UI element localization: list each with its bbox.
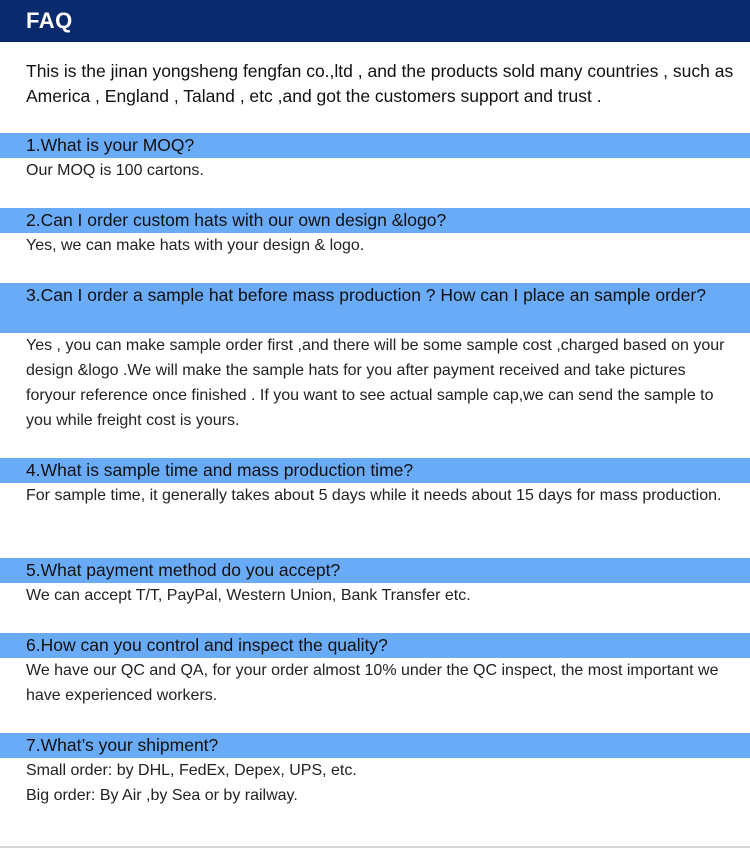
faq-answer-5: We can accept T/T, PayPal, Western Union, Bank Transfer etc. [26,587,471,604]
page-title: FAQ [26,8,73,33]
faq-question-5: 5.What payment method do you accept? [26,560,341,580]
faq-question-4: 4.What is sample time and mass production time? [26,460,414,480]
faq-question-3: 3.Can I order a sample hat before mass production ? How can I place an sample order? [26,285,706,305]
bottom-divider [0,846,750,848]
faq-answer-7-line-1: Small order: by DHL, FedEx, Depex, UPS, etc. [26,762,357,779]
faq-answer-4: For sample time, it generally takes about 5 days while it needs about 15 days for mass production. [26,487,722,504]
faq-question-6: 6.How can you control and inspect the quality? [26,635,388,655]
faq-answer-6: We have our QC and QA, for your order almost 10% under the QC inspect, the most important we have experienced workers. [26,662,719,704]
faq-answer-2: Yes, we can make hats with your design & logo. [26,237,365,254]
intro-text: This is the jinan yongsheng fengfan co.,ltd , and the products sold many countries , such as America , England , Taland , etc ,and got the customers support and trust . [26,61,734,106]
faq-question-2: 2.Can I order custom hats with our own design &logo? [26,210,447,230]
faq-answer-1: Our MOQ is 100 cartons. [26,162,204,179]
faq-answer-7-line-2: Big order: By Air ,by Sea or by railway. [26,787,298,804]
faq-answer-3: Yes , you can make sample order first ,and there will be some sample cost ,charged based on your design &logo .We will make the sample hats for you after payment received and take pictures foryour reference once finished . If you want to see actual sample cap,we can send the sample to you while freight cost is yours. [26,337,725,429]
faq-question-1: 1.What is your MOQ? [26,135,195,155]
faq-header [0,0,750,42]
faq-question-7: 7.What’s your shipment? [26,735,219,755]
